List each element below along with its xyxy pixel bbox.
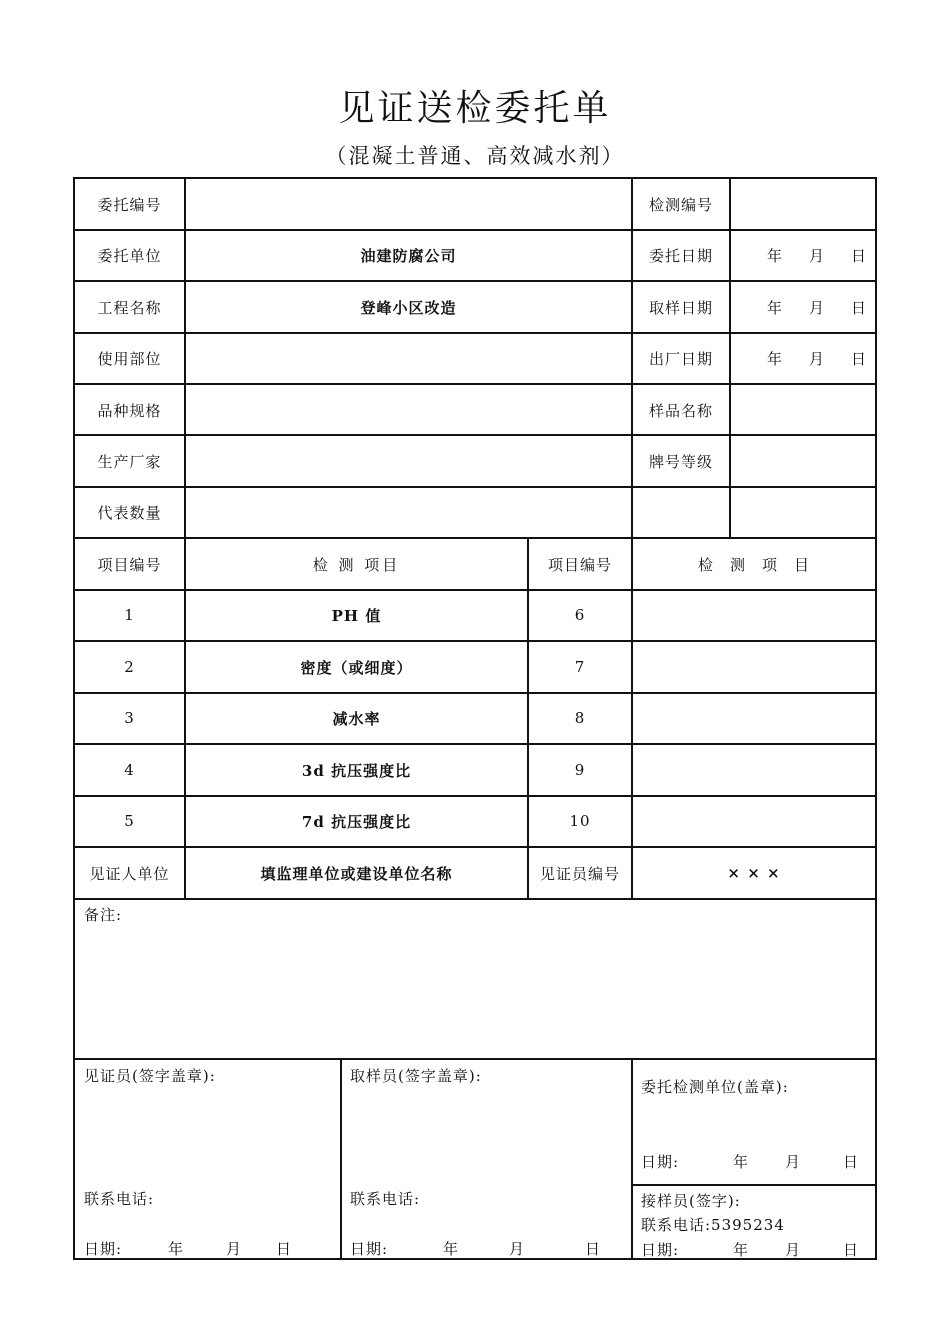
- receiver-signature-label: 接样员(签字):: [641, 1192, 741, 1210]
- blank-value[interactable]: [731, 487, 875, 537]
- receiver-date-year: 年: [733, 1241, 750, 1259]
- item-name2[interactable]: [633, 796, 875, 846]
- sampler-date-year: 年: [443, 1240, 460, 1258]
- project-name-value[interactable]: 登峰小区改造: [360, 298, 457, 317]
- remarks-label: 备注:: [84, 906, 123, 924]
- item-no2: 7: [574, 658, 586, 676]
- witness-date-year: 年: [168, 1240, 185, 1258]
- label-commission-date: 委托日期: [648, 246, 713, 265]
- items-header-item2: 检 测 项 目: [697, 555, 810, 574]
- sampler-signature-label: 取样员(签字盖章):: [350, 1067, 482, 1085]
- client-no-value[interactable]: [186, 179, 631, 229]
- witness-date-month: 月: [226, 1240, 243, 1258]
- sampler-date-label: 日期:: [350, 1240, 389, 1258]
- label-manufacturer: 生产厂家: [97, 452, 162, 471]
- witness-phone-label: 联系电话:: [84, 1190, 155, 1208]
- commission-date-value[interactable]: 年 月 日: [767, 246, 868, 265]
- table-row-divider: [73, 1058, 877, 1060]
- item-no: 4: [124, 761, 135, 779]
- document-subtitle: （混凝土普通、高效减水剂）: [325, 144, 625, 168]
- usage-location-value[interactable]: [186, 333, 631, 383]
- receiver-date-month: 月: [785, 1241, 802, 1259]
- item-name2[interactable]: [633, 590, 875, 640]
- table-row-divider: [631, 1184, 877, 1186]
- item-name2[interactable]: [633, 642, 875, 692]
- sampler-date-month: 月: [509, 1240, 526, 1258]
- label-client-no: 委托编号: [97, 195, 162, 214]
- document-title: 见证送检委托单: [338, 88, 612, 129]
- receiver-date-label: 日期:: [641, 1241, 680, 1259]
- variety-spec-value[interactable]: [186, 385, 631, 435]
- manufacturer-value[interactable]: [186, 436, 631, 486]
- client-date-year: 年: [733, 1153, 750, 1171]
- item-name[interactable]: 密度（或细度）: [300, 658, 413, 677]
- item-no: 1: [124, 606, 135, 624]
- label-usage-location: 使用部位: [97, 349, 162, 368]
- item-no2: 10: [569, 812, 591, 830]
- label-variety-spec: 品种规格: [97, 401, 162, 420]
- table-column-divider: [340, 1058, 342, 1260]
- label-client-unit: 委托单位: [97, 246, 162, 265]
- item-name[interactable]: 7d 抗压强度比: [301, 812, 412, 831]
- witness-no-value[interactable]: × × ×: [727, 864, 781, 882]
- witness-unit-value[interactable]: 填监理单位或建设单位名称: [260, 864, 453, 883]
- receiver-phone: 联系电话:5395234: [641, 1216, 785, 1234]
- brand-grade-value[interactable]: [731, 436, 875, 486]
- items-header-no: 项目编号: [97, 555, 162, 574]
- label-witness-unit: 见证人单位: [89, 864, 170, 883]
- sample-name-value[interactable]: [731, 385, 875, 435]
- item-no: 2: [124, 658, 135, 676]
- item-name[interactable]: PH 值: [331, 606, 382, 625]
- remarks-area[interactable]: [75, 925, 875, 1055]
- label-brand-grade: 牌号等级: [648, 452, 713, 471]
- factory-date-value[interactable]: 年 月 日: [767, 349, 868, 368]
- client-seal-label: 委托检测单位(盖章):: [641, 1078, 789, 1096]
- item-no: 5: [124, 812, 135, 830]
- label-quantity: 代表数量: [97, 503, 162, 522]
- quantity-value[interactable]: [186, 487, 631, 537]
- witness-signature-label: 见证员(签字盖章):: [84, 1067, 216, 1085]
- sampling-date-value[interactable]: 年 月 日: [767, 298, 868, 317]
- item-no: 3: [124, 709, 135, 727]
- item-name2[interactable]: [633, 745, 875, 795]
- client-unit-value[interactable]: 油建防腐公司: [360, 246, 457, 265]
- table-column-divider: [631, 1058, 633, 1260]
- client-date-month: 月: [785, 1153, 802, 1171]
- item-name2[interactable]: [633, 693, 875, 743]
- label-sampling-date: 取样日期: [648, 298, 713, 317]
- test-no-value[interactable]: [731, 179, 875, 229]
- item-no2: 8: [574, 709, 586, 727]
- item-no2: 6: [574, 606, 586, 624]
- label-sample-name: 样品名称: [648, 401, 713, 420]
- item-no2: 9: [574, 761, 586, 779]
- sampler-date-day: 日: [585, 1240, 602, 1258]
- receiver-date-day: 日: [843, 1241, 860, 1259]
- label-factory-date: 出厂日期: [648, 349, 713, 368]
- item-name[interactable]: 减水率: [332, 709, 381, 728]
- items-header-no2: 项目编号: [547, 555, 612, 574]
- witness-date-day: 日: [276, 1240, 293, 1258]
- items-header-item: 检 测 项目: [312, 555, 401, 574]
- client-date-day: 日: [843, 1153, 860, 1171]
- table-row-divider: [73, 898, 877, 900]
- label-project-name: 工程名称: [97, 298, 162, 317]
- witness-date-label: 日期:: [84, 1240, 123, 1258]
- label-witness-no: 见证员编号: [539, 864, 620, 883]
- client-date-label: 日期:: [641, 1153, 680, 1171]
- label-test-no: 检测编号: [648, 195, 713, 214]
- blank-label: [633, 487, 729, 537]
- item-name[interactable]: 3d 抗压强度比: [301, 761, 412, 780]
- sampler-phone-label: 联系电话:: [350, 1190, 421, 1208]
